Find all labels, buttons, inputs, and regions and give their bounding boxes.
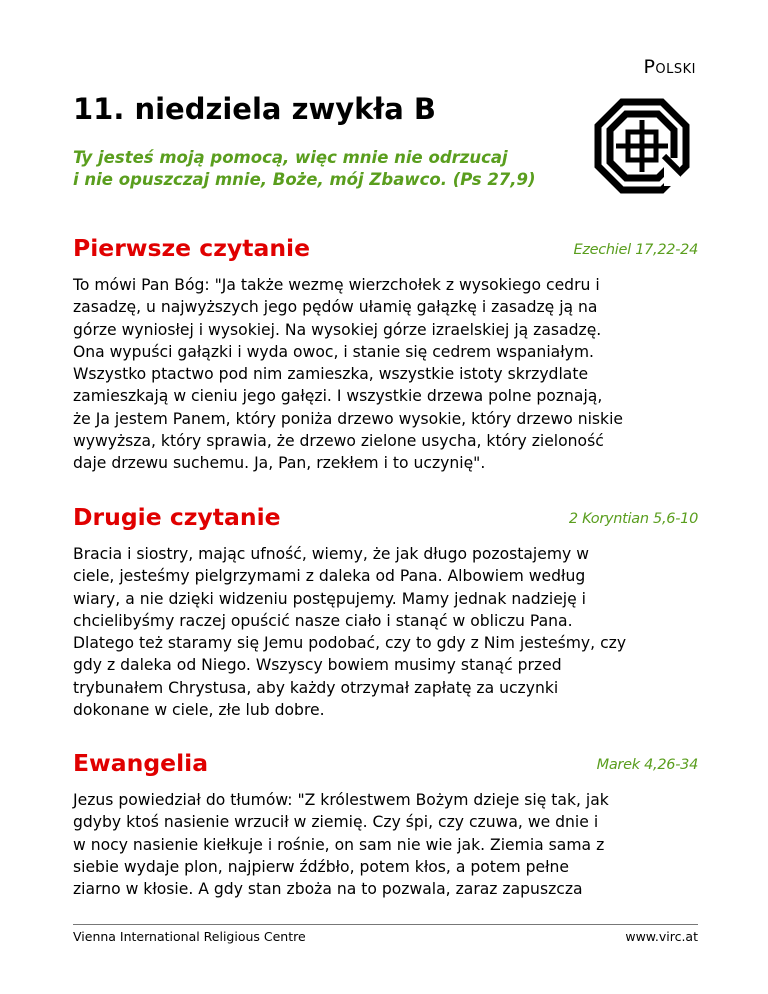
- virc-emblem-icon: [594, 98, 690, 194]
- text-line: w nocy nasienie kiełkuje i rośnie, on sam nie wie jak. Ziemia sama z: [73, 835, 605, 854]
- text-line: Wszystko ptactwo pod nim zamieszka, wszystkie istoty skrzydlate: [73, 365, 589, 384]
- text-line: dokonane w ciele, złe lub dobre.: [73, 701, 325, 720]
- reading-text: [73, 789, 698, 900]
- section-title: Pierwsze czytanie: [73, 234, 311, 262]
- reading-text: [73, 274, 698, 475]
- footer-organization: Vienna International Religious Centre: [73, 929, 306, 944]
- text-line: Jezus powiedział do tłumów: "Z królestwem Bożym dzieje się tak, jak: [73, 791, 609, 809]
- text-line: wywyższa, który sprawia, że drzewo zielone usycha, który zieloność: [73, 432, 604, 451]
- motto-line: i nie opuszczaj mnie, Boże, mój Zbawco. (Ps 27,9): [73, 170, 536, 189]
- language-label: Polski: [643, 56, 696, 78]
- scripture-reference: 2 Koryntian 5,6-10: [568, 511, 698, 527]
- text-line: górze wyniosłej i wysokiej. Na wysokiej górze izraelskiej ją zasadzę.: [73, 320, 602, 339]
- text-line: gdyby ktoś nasienie wrzucił w ziemię. Czy śpi, czy czuwa, we dnie i: [73, 813, 599, 832]
- text-line: ziarno w kłosie. A gdy stan zboża na to pozwala, zaraz zapuszcza: [73, 880, 583, 899]
- text-line: że Ja jestem Panem, który poniża drzewo wysokie, który drzewo niskie: [73, 409, 623, 428]
- reading-first: [73, 234, 698, 475]
- text-line: wiary, a nie dzięki widzeniu postępujemy. Mamy jednak nadzieję i: [73, 589, 587, 608]
- footer-divider: [73, 924, 698, 925]
- text-line: ciele, jesteśmy pielgrzymami z daleka od Pana. Albowiem według: [73, 567, 586, 586]
- reading-text: [73, 543, 698, 721]
- reading-second: [73, 503, 698, 721]
- text-line: To mówi Pan Bóg: "Ja także wezmę wierzchołek z wysokiego cedru i: [73, 276, 600, 294]
- section-title: Drugie czytanie: [73, 503, 281, 531]
- text-line: trybunałem Chrystusa, aby każdy otrzymał zapłatę za uczynki: [73, 678, 559, 697]
- scripture-reference: Marek 4,26-34: [596, 757, 698, 773]
- page-title: 11. niedziela zwykła B: [73, 92, 436, 126]
- text-line: Ona wypuści gałązki i wyda owoc, i stanie się cedrem wspaniałym.: [73, 342, 595, 361]
- text-line: siebie wydaje plon, najpierw źdźbło, potem kłos, a potem pełne: [73, 857, 570, 876]
- reading-gospel: [73, 749, 698, 900]
- text-line: chcielibyśmy raczej opuścić nasze ciało i stanąć w obliczu Pana.: [73, 611, 573, 630]
- text-line: Dlatego też staramy się Jemu podobać, czy to gdy z Nim jesteśmy, czy: [73, 634, 627, 653]
- section-title: Ewangelia: [73, 749, 209, 777]
- text-line: zasadzę, u najwyższych jego pędów ułamię gałązkę i zasadzę ją na: [73, 298, 598, 317]
- scripture-reference: Ezechiel 17,22-24: [573, 242, 698, 258]
- text-line: daje drzewu suchemu. Ja, Pan, rzekłem i to uczynię".: [73, 454, 486, 473]
- footer-website-link[interactable]: www.virc.at: [625, 929, 698, 944]
- text-line: Bracia i siostry, mając ufność, wiemy, że jak długo pozostajemy w: [73, 545, 589, 563]
- text-line: zamieszkają w cieniu jego gałęzi. I wszystkie drzewa polne poznają,: [73, 387, 603, 406]
- motto-line: Ty jesteś moją pomocą, więc mnie nie odrzucaj: [73, 148, 508, 167]
- text-line: gdy z daleka od Niego. Wszyscy bowiem musimy stanąć przed: [73, 656, 562, 675]
- motto: [73, 147, 593, 191]
